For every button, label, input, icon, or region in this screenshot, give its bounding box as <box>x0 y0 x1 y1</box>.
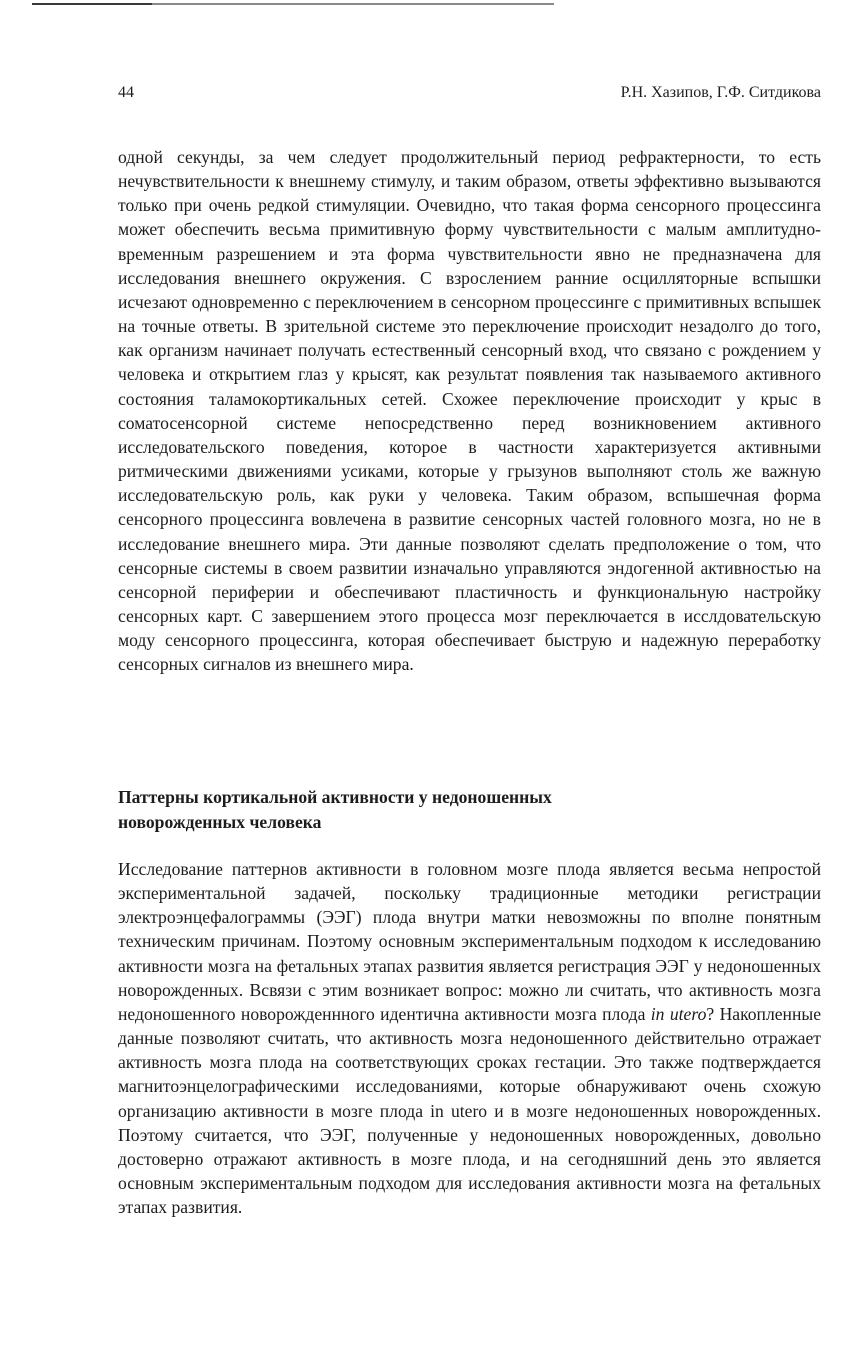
body-paragraph-1 <box>118 145 821 676</box>
page-number: 44 <box>118 84 134 101</box>
paragraph-text: одной секунды, за чем следует продолжительный период рефрактерности, то есть нечувствительности к внешнему стимулу, и таким образом, ответы эффективно вызываются только при очень редкой стимуляции. Очевидно, что такая форма сенсорного процессинга может обеспечить весьма примитивную форму чувствительности с малым амплитудно-временным разрешением и эта форма чувствительности явно не предназначена для исследования внешнего окружения. С взрослением ранние осцилляторные вспышки исчезают одновременно с переключением в сенсорном процессинге с примитивных вспышек на точные ответы. В зрительной системе это переключение происходит незадолго до того, как организм начинает получать естественный сенсорный вход, что связано с рождением у человека и открытием глаз у крысят, как результат появления так называемого активного состояния таламокортикальных сетей. Схожее переключение происходит у крыс в соматосенсорной системе непосредственно перед возникновением активного исследовательского поведения, которое в частности характеризуется активными ритмическими движениями усиками, которые у грызунов выполняют столь же важную исследовательскую роль, как руки у человека. Таким образом, вспышечная форма сенсорного процессинга вовлечена в развитие сенсорных частей головного мозга, но не в исследование внешнего мира. Эти данные позволяют сделать предположение о том, что сенсорные системы в своем развитии изначально управляются эндогенной активностью на сенсорной периферии и обеспечивают пластичность и функциональную настройку сенсорных карт. С завершением этого процесса мозг переключается в исслдовательскую моду сенсорного процессинга, которая обеспечивает быструю и надежную переработку сенсорных сигналов из внешнего мира. <box>118 147 821 675</box>
paragraph-text <box>118 857 821 1219</box>
page-header <box>118 84 821 106</box>
paragraph-2-italic-term: in utero <box>650 1003 707 1024</box>
section-heading-line-2: новорожденных человека <box>118 812 322 832</box>
paragraph-2-part-2: ? Накопленные данные позволяют считать, что активность мозга недоношенного действительно отражает активность мозга плода на соответствующих сроках гестации. Это также подтверждается магнитоэнцелографическими исследованиями, которые обнаруживают очень схожую организацию активности в мозге плода in utero и в мозге недоношенных новорожденных. Поэтому считается, что ЭЭГ, полученные у недоношенных новорожденных, довольно достоверно отражают активность в мозге плода, и на сегодняшний день это является основным экспериментальным подходом для исследования активности мозга на фетальных этапах развития. <box>118 1003 822 1218</box>
paragraph-2-part-1: Исследование паттернов активности в головном мозге плода является весьма непростой экспериментальной задачей, поскольку традиционные методики регистрации электроэнцефалограммы (ЭЭГ) плода внутри матки невозможны по вполне понятным техническим причинам. Поэтому основным экспериментальным подходом к исследованию активности мозга на фетальных этапах развития является регистрация ЭЭГ у недоношенных новорожденных. Всвязи с этим возникает вопрос: можно ли считать, что активность мозга недоношенного новорожденнного идентична активности мозга плода <box>118 859 821 1024</box>
body-paragraph-2 <box>118 857 821 1219</box>
top-edge-rule-dark <box>32 3 152 5</box>
section-heading-line-1: Паттерны кортикальной активности у недоношенных <box>118 787 552 807</box>
section-heading <box>118 785 718 835</box>
running-head-authors: Р.Н. Хазипов, Г.Ф. Ситдикова <box>620 84 821 101</box>
